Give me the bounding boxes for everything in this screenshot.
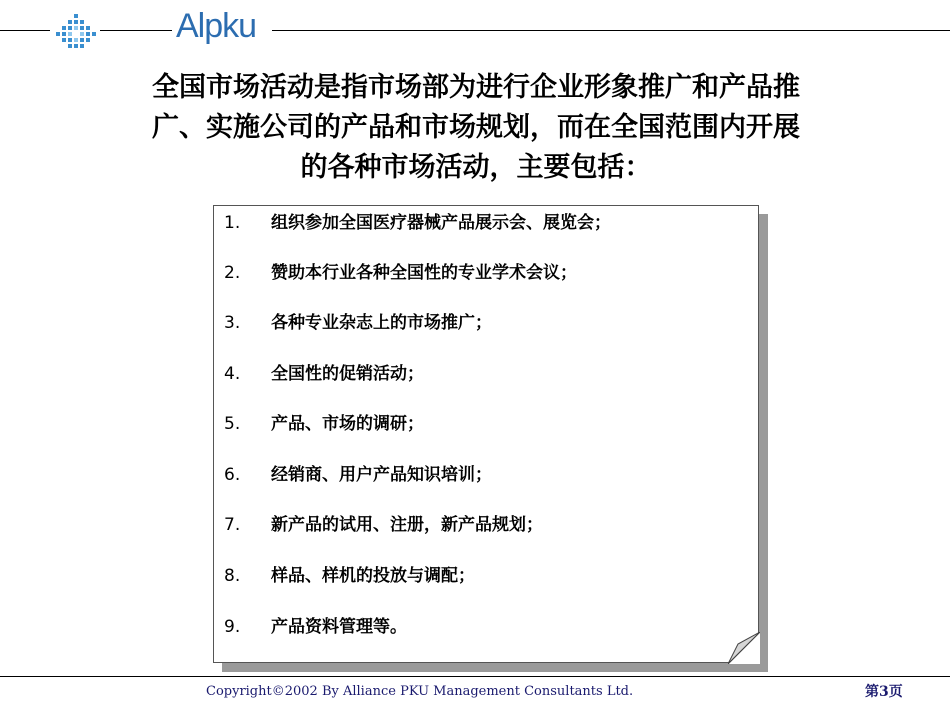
list-item-number: 1. [224, 213, 241, 233]
list-item-number: 3. [224, 313, 241, 333]
list-item-text: 组织参加全国医疗器械产品展示会、展览会； [271, 213, 611, 233]
list-item-text: 产品资料管理等。 [271, 617, 407, 637]
list-item-text: 全国性的促销活动； [271, 364, 424, 384]
activity-list-card [213, 205, 759, 663]
title-line-2: 广、实施公司的产品和市场规划，而在全国范围内开展 [152, 112, 800, 143]
page-curl-icon [728, 632, 760, 664]
page-number: 第3页 [865, 684, 903, 700]
list-item-text: 样品、样机的投放与调配； [271, 566, 475, 586]
header-rule-mid [100, 30, 172, 31]
header-rule-right [272, 30, 950, 31]
list-item-number: 5. [224, 414, 241, 434]
list-item-number: 4. [224, 364, 241, 384]
list-item-number: 8. [224, 566, 241, 586]
logo-wordmark: Alpku [176, 7, 257, 45]
list-item-text: 赞助本行业各种全国性的专业学术会议； [271, 263, 577, 283]
list-item-number: 2. [224, 263, 241, 283]
copyright-text: Copyright©2002 By Alliance PKU Management Consultants Ltd. [206, 684, 634, 699]
footer-rule [0, 676, 950, 677]
list-item-text: 经销商、用户产品知识培训； [271, 465, 492, 485]
list-item-number: 7. [224, 515, 241, 535]
logo-diamond-icon [54, 12, 98, 52]
page-title [80, 68, 872, 188]
list-item-number: 9. [224, 617, 241, 637]
title-line-3: 的各种市场活动，主要包括： [300, 152, 652, 183]
header-rule-left [0, 30, 50, 31]
title-line-1: 全国市场活动是指市场部为进行企业形象推广和产品推 [152, 72, 800, 103]
list-item-number: 6. [224, 465, 241, 485]
list-item-text: 产品、市场的调研； [271, 414, 424, 434]
list-item-text: 新产品的试用、注册，新产品规划； [271, 515, 543, 535]
list-item-text: 各种专业杂志上的市场推广； [271, 313, 492, 333]
